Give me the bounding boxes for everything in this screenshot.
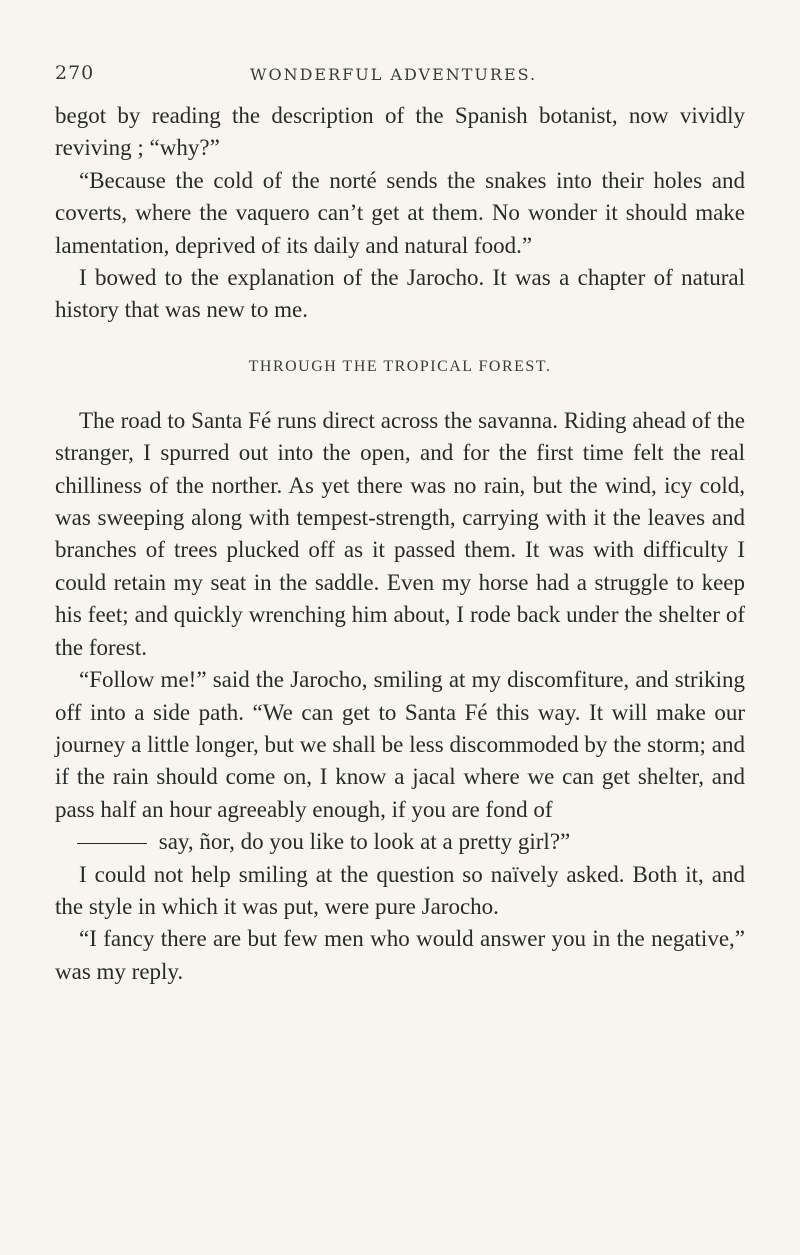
body-text — [55, 100, 745, 988]
paragraph-text: “Follow me!” said the Jarocho, smiling at my discomfiture, and striking off into a side path. “We can get to Santa Fé this way. It will make our journey a little longer, but we shall be less discommoded by the storm; and if the rain should come on, I know a jacal where we can get shelter, and pass half an hour agreeably enough, if you are fond of — [55, 667, 745, 822]
paragraph-text: say, ñor, do you like to look at a pretty girl?” — [158, 829, 571, 855]
section-heading: THROUGH THE TROPICAL FOREST. — [248, 357, 552, 375]
paragraph: I bowed to the explanation of the Jarocho. It was a chapter of natural history that was new to me. — [55, 265, 745, 323]
em-dash-rule — [77, 843, 147, 844]
running-head — [55, 62, 745, 92]
paragraph: “Because the cold of the norté sends the snakes into their holes and coverts, where the vaquero can’t get at them. No wonder it should make lamentation, deprived of its daily and natural food.” — [55, 167, 745, 258]
paragraph: “I fancy there are but few men who would answer you in the negative,” was my reply. — [55, 926, 745, 984]
paragraph — [55, 664, 745, 858]
running-title: WONDERFUL ADVENTURES. — [250, 65, 538, 84]
paragraph: I could not help smiling at the question so naïvely asked. Both it, and the style in which it was put, were pure Jarocho. — [55, 861, 745, 919]
page-number: 270 — [55, 62, 95, 84]
paragraph: The road to Santa Fé runs direct across the savanna. Riding ahead of the stranger, I spurred out into the open, and for the first time felt the real chilliness of the norther. As yet there was no rain, but the wind, icy cold, was sweeping along with tempest-strength, carrying with it the leaves and branches of trees plucked off as it passed them. It was with difficulty I could retain my seat in the saddle. Even my horse had a struggle to keep his feet; and quickly wrenching him about, I rode back under the shelter of the forest. — [55, 407, 745, 660]
paragraph-continued: begot by reading the description of the Spanish botanist, now vividly reviving ; “why?” — [55, 103, 745, 161]
